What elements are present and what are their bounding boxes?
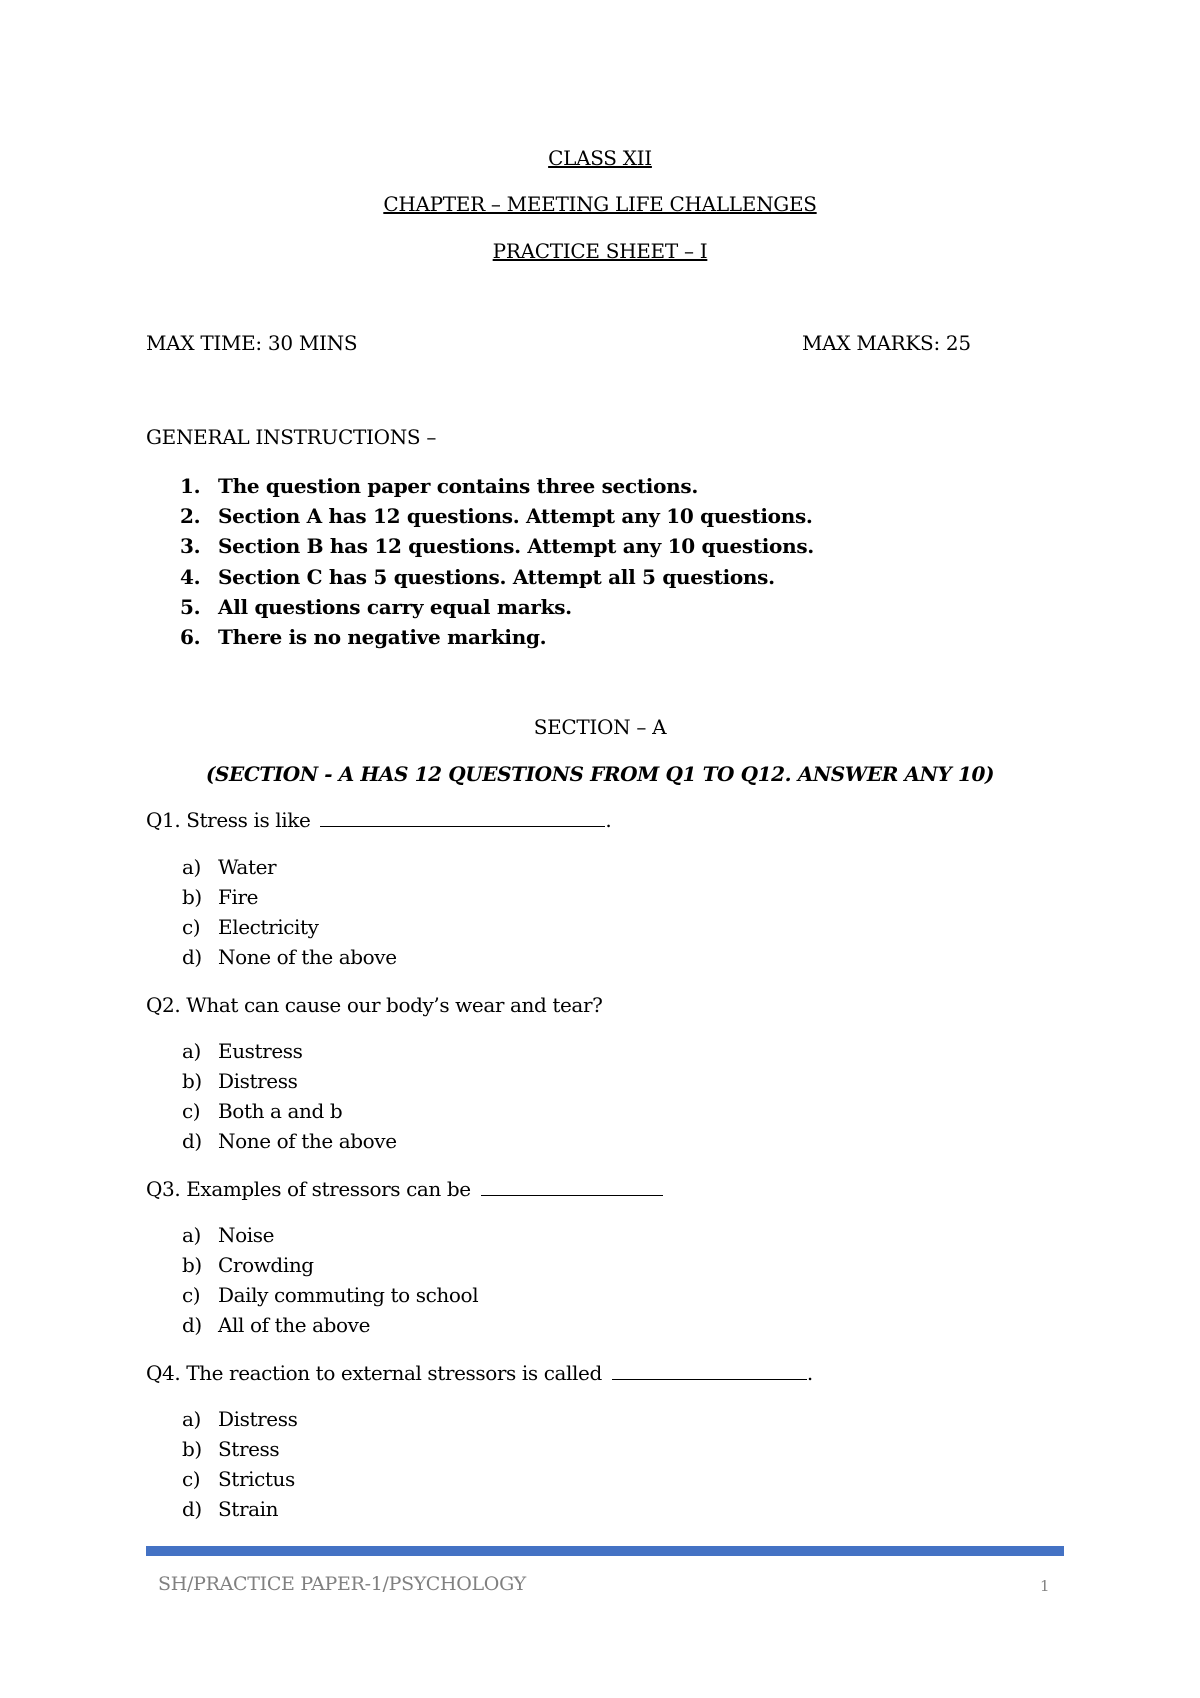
question-suffix: . [806,1361,813,1385]
option-text: Daily commuting to school [218,1283,479,1307]
option-letter: a) [182,1039,201,1063]
question-text [146,1361,813,1385]
option-letter: b) [182,885,202,909]
option-text: None of the above [218,1129,397,1153]
option-text: Stress [218,1437,280,1461]
option-text: Electricity [218,915,319,939]
max-marks: MAX MARKS: 25 [802,331,971,355]
option-text: All of the above [218,1313,371,1337]
option-letter: b) [182,1069,202,1093]
sheet-title: PRACTICE SHEET – I [492,239,708,263]
section-subtitle: (SECTION - A HAS 12 QUESTIONS FROM Q1 TO Q12. ANSWER ANY 10) [205,762,995,786]
option-text: Water [218,855,277,879]
instruction-number: 5. [180,594,201,619]
instructions-heading: GENERAL INSTRUCTIONS – [146,425,437,449]
instruction-text: All questions carry equal marks. [218,594,572,619]
option-letter: d) [182,1129,202,1153]
option-text: Fire [218,885,259,909]
option-text: Distress [218,1069,298,1093]
option-text: Crowding [218,1253,314,1277]
section-title: SECTION – A [533,715,667,739]
option-letter: c) [182,1099,201,1123]
question-text [146,808,611,832]
instruction-text: There is no negative marking. [218,624,547,649]
option-letter: d) [182,945,202,969]
option-letter: c) [182,915,201,939]
option-text: Distress [218,1407,298,1431]
question-label: Q3. Examples of stressors can be [146,1177,471,1201]
instruction-number: 4. [180,564,201,589]
footer-label: SH/PRACTICE PAPER-1/PSYCHOLOGY [158,1573,526,1595]
question-label: Q1. Stress is like [146,808,311,832]
answer-blank [612,1361,807,1380]
option-text: Strictus [218,1467,295,1491]
option-letter: a) [182,1407,201,1431]
instruction-number: 1. [180,474,201,498]
option-text: Eustress [218,1039,303,1063]
instruction-text: The question paper contains three sections. [218,474,699,498]
option-letter: b) [182,1253,202,1277]
option-letter: c) [182,1467,201,1491]
question-text [146,1177,663,1201]
question-text [146,993,602,1017]
option-letter: b) [182,1437,202,1461]
answer-blank [320,808,605,827]
instruction-text: Section C has 5 questions. Attempt all 5 questions. [218,564,775,589]
option-letter: d) [182,1313,202,1337]
question-suffix: . [605,808,612,832]
instruction-number: 2. [180,504,201,529]
class-title: CLASS XII [548,146,652,170]
option-letter: a) [182,855,201,879]
question-label: Q4. The reaction to external stressors is called [146,1361,602,1385]
option-text: None of the above [218,945,397,969]
page-number: 1 [1040,1577,1050,1595]
instruction-text: Section B has 12 questions. Attempt any 10 questions. [218,534,814,559]
question-label: Q2. What can cause our body’s wear and tear? [146,993,603,1017]
instruction-text: Section A has 12 questions. Attempt any 10 questions. [218,504,813,529]
chapter-title: CHAPTER – MEETING LIFE CHALLENGES [383,192,817,216]
instruction-number: 6. [180,624,201,649]
max-time: MAX TIME: 30 MINS [146,331,358,355]
footer-divider [146,1546,1064,1556]
option-letter: d) [182,1497,202,1521]
option-text: Noise [218,1223,275,1247]
option-letter: a) [182,1223,201,1247]
answer-blank [481,1177,663,1196]
instruction-number: 3. [180,534,201,559]
option-text: Both a and b [218,1099,343,1123]
option-letter: c) [182,1283,201,1307]
option-text: Strain [218,1497,279,1521]
